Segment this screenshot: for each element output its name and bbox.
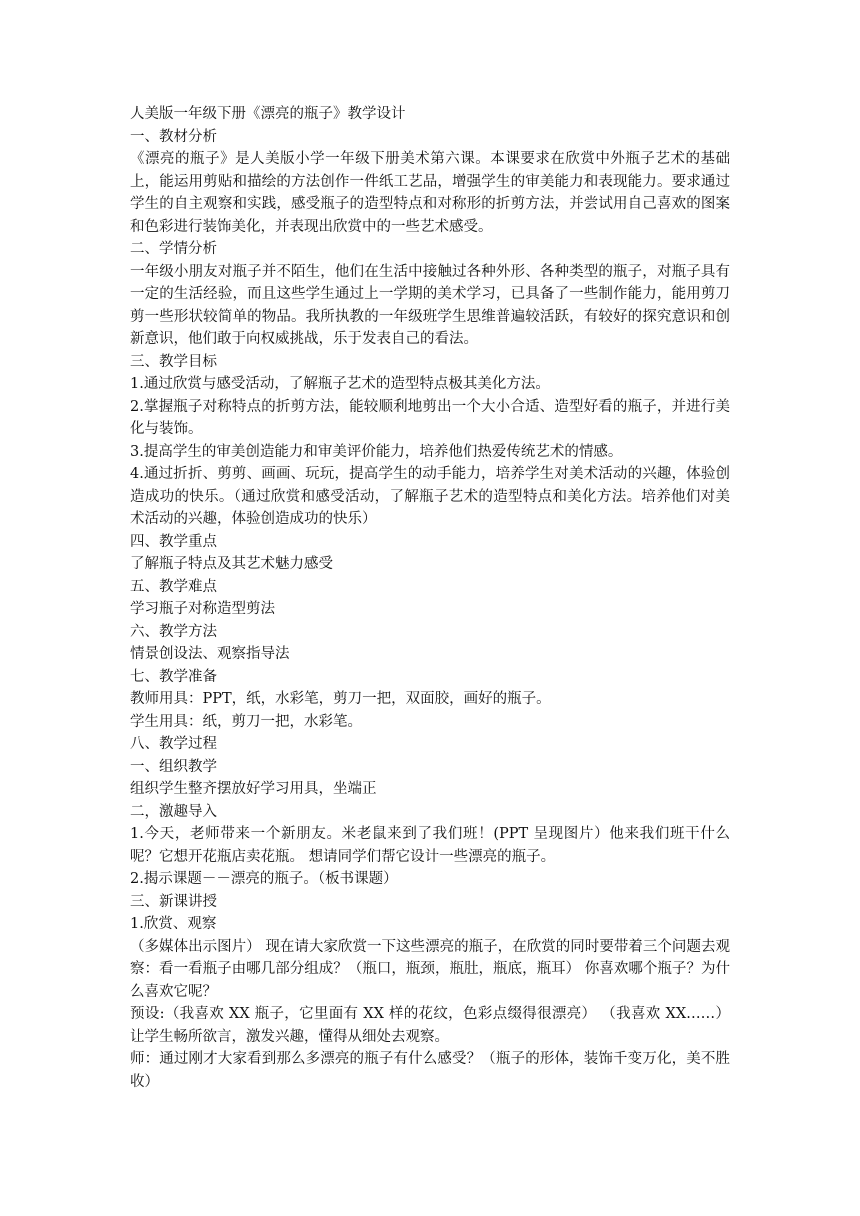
introduction-item-1: 1.今天，老师带来一个新朋友。米老鼠来到了我们班！(PPT 呈现图片）他来我们班干什么呢？它想开花瓶店卖花瓶。 想请同学们帮它设计一些漂亮的瓶子。 <box>130 826 730 865</box>
paragraph-methods: 情景创设法、观察指导法 <box>130 646 290 662</box>
section-heading-process: 八、教学过程 <box>130 736 217 752</box>
paragraph-appreciation: （多媒体出示图片） 现在请大家欣赏一下这些漂亮的瓶子，在欣赏的同时要带着三个问题去观察：看一看瓶子由哪几部分组成？（瓶口，瓶颈，瓶肚，瓶底，瓶耳） 你喜欢哪个瓶子？为什么喜欢它呢？ <box>130 938 730 1000</box>
section-heading-difficulties: 五、教学难点 <box>130 578 217 595</box>
subsection-heading-new-lesson: 三、新课讲授 <box>130 893 217 910</box>
new-lesson-item-1: 1.欣赏、观察 <box>130 916 217 932</box>
section-heading-textbook-analysis: 一、教材分析 <box>130 128 217 145</box>
section-heading-key-points: 四、教学重点 <box>130 533 217 550</box>
subsection-heading-organize: 一、组织教学 <box>130 758 217 775</box>
document-title: 人美版一年级下册《漂亮的瓶子》教学设计 <box>130 106 406 122</box>
section-heading-preparation: 七、教学准备 <box>130 668 217 685</box>
paragraph-student-tools: 学生用具：纸，剪刀一把，水彩笔。 <box>130 713 362 730</box>
paragraph-organize: 组织学生整齐摆放好学习用具，坐端正 <box>130 781 377 797</box>
paragraph-textbook-analysis: 《漂亮的瓶子》是人美版小学一年级下册美术第六课。本课要求在欣赏中外瓶子艺术的基础上，能运用剪贴和描绘的方法创作一件纸工艺品，增强学生的审美能力和表现能力。要求通过学生的自主观察和实践，感受瓶子的造型特点和对称形的折剪方法，并尝试用自己喜欢的图案和色彩进行装饰美化，并表现出欣赏中的一些艺术感受。 <box>130 151 730 235</box>
goal-item-3: 3.提高学生的审美创造能力和审美评价能力，培养他们热爱传统艺术的情感。 <box>130 443 623 460</box>
paragraph-expected-answers: 预设:（我喜欢 XX 瓶子，它里面有 XX 样的花纹，色彩点缀得很漂亮） （我喜欢 XX……）让学生畅所欲言，激发兴趣，懂得从细处去观察。 <box>130 1006 730 1045</box>
subsection-heading-introduction: 二，激趣导入 <box>130 803 217 820</box>
document-body <box>130 103 730 1093</box>
paragraph-key-points: 了解瓶子特点及其艺术魅力感受 <box>130 556 333 572</box>
goal-item-1: 1.通过欣赏与感受活动，了解瓶子艺术的造型特点极其美化方法。 <box>130 376 550 392</box>
section-heading-methods: 六、教学方法 <box>130 623 217 640</box>
goal-item-4: 4.通过折折、剪剪、画画、玩玩，提高学生的动手能力，培养学生对美术活动的兴趣，体验创造成功的快乐。（通过欣赏和感受活动，了解瓶子艺术的造型特点和美化方法。培养他们对美术活动的兴趣，体验创造成功的快乐） <box>130 466 730 527</box>
paragraph-student-analysis: 一年级小朋友对瓶子并不陌生，他们在生活中接触过各种外形、各种类型的瓶子，对瓶子具有一定的生活经验，而且这些学生通过上一学期的美术学习，已具备了一些制作能力，能用剪刀剪一些形状较简单的物品。我所执教的一年级班学生思维普遍较活跃，有较好的探究意识和创新意识，他们敢于向权威挑战，乐于发表自己的看法。 <box>130 263 730 347</box>
section-heading-teaching-goals: 三、教学目标 <box>130 353 217 370</box>
introduction-item-2: 2.揭示课题－－漂亮的瓶子。（板书课题） <box>130 871 398 887</box>
goal-item-2: 2.掌握瓶子对称特点的折剪方法，能较顺利地剪出一个大小合适、造型好看的瓶子，并进行美化与装饰。 <box>130 398 730 437</box>
section-heading-student-analysis: 二、学情分析 <box>130 241 217 257</box>
paragraph-teacher-tools: 教师用具：PPT，纸，水彩笔，剪刀一把，双面胶，画好的瓶子。 <box>130 691 551 707</box>
paragraph-teacher-question: 师：通过刚才大家看到那么多漂亮的瓶子有什么感受？（瓶子的形体，装饰千变万化，美不胜收） <box>130 1051 730 1090</box>
paragraph-difficulties: 学习瓶子对称造型剪法 <box>130 601 275 617</box>
